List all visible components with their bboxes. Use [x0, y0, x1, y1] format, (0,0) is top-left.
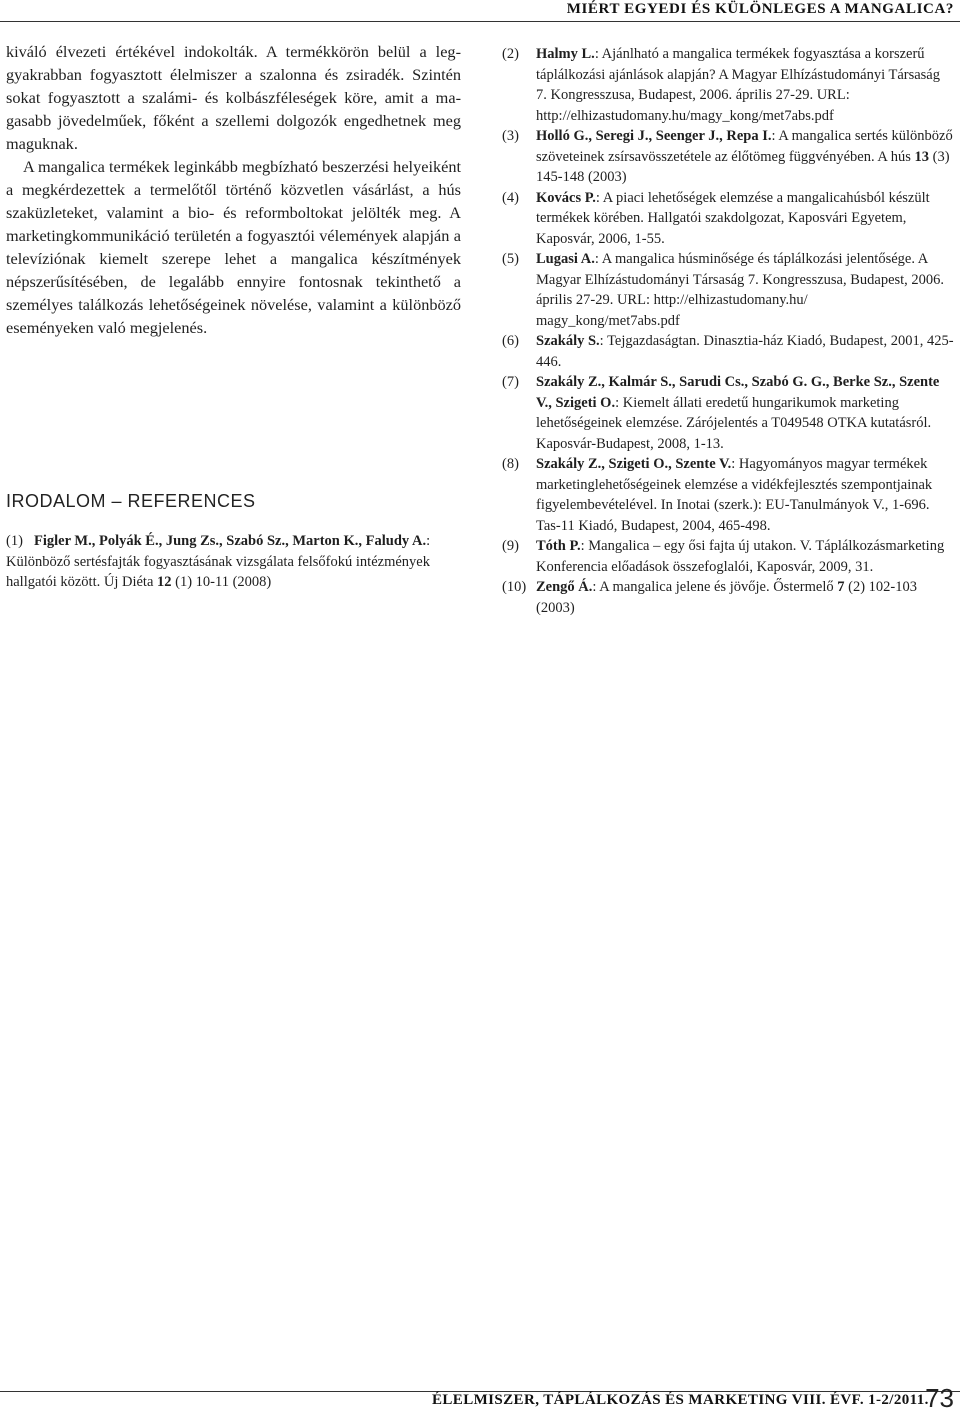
- body-paragraph-1: kiváló élvezeti értékével indokolták. A termékkörön belül a leggyakrabban fogyasztott élelmiszer a szalonna és zsiradék. Szintén sokat fogyasztott a szalámi- és kolbászféleségek köre, amit a magasabb jövedelműek, főként a szellemi dolgozók engedhetnek meg maguknak.: [6, 42, 461, 153]
- reference-text: : Hagyományos magyar termékek marketinglehetőségeinek elemzése a vidékfejlesztés szempontjainak figyelembevételével. In Inotai (szerk.): EU-Tanulmányok V., 1-696. Tas-11 Kiadó, Budapest, 2004, 465-498.: [536, 456, 933, 534]
- reference-number: (3): [502, 128, 519, 144]
- reference-item-7: [502, 372, 954, 454]
- reference-text: : A mangalica jelene és jövője. Őstermelő: [592, 579, 838, 595]
- reference-text: : Ajánlható a mangalica termékek fogyasztása a korszerű táplálkozási ajánlások alapján? A Magyar Elhízástudományi Társaság 7. Kongresszusa, Budapest, 2006. április 27-29. URL: http://elhizastudomany.hu/magy_kong/met7abs.pdf: [536, 46, 940, 124]
- reference-volume: 7: [837, 579, 845, 595]
- reference-number: (7): [502, 374, 519, 390]
- references-list-left: [6, 531, 442, 593]
- reference-number: (5): [502, 251, 519, 267]
- reference-volume: 13: [914, 148, 929, 165]
- reference-authors: Szakály Z., Szigeti O., Szente V.: [536, 456, 732, 472]
- reference-text: : A mangalica sertés különböző szöveteinek zsírsavösszetétele az élőtömeg függvényében. A hús: [536, 128, 953, 165]
- reference-number: (6): [502, 333, 519, 349]
- reference-authors: Lugasi A.: [536, 251, 595, 267]
- running-header: MIÉRT EGYEDI ÉS KÜLÖNLEGES A MANGALICA?: [566, 1, 954, 17]
- references-heading: IRODALOM – REFERENCES: [6, 491, 256, 511]
- reference-authors: Holló G., Seregi J., Seenger J., Repa I.: [536, 128, 772, 144]
- reference-text: : A mangalica húsminősége és táplálkozási jelentősége. A Magyar Elhízástudományi Társaság 7. Kongresszusa, Budapest, 2006. április 27-29. URL: http://elhizastudomany.hu/ magy_kong/met7abs.pdf: [536, 251, 945, 329]
- reference-number: (9): [502, 538, 519, 554]
- reference-authors: Kovács P.: [536, 189, 596, 206]
- reference-number: (8): [502, 456, 519, 472]
- reference-number: (4): [502, 189, 519, 206]
- reference-authors: Szakály S.: [536, 333, 600, 349]
- references-list-right: [502, 44, 954, 618]
- reference-item-3: [502, 126, 954, 188]
- reference-item-1: [6, 531, 442, 593]
- reference-item-6: [502, 331, 954, 372]
- reference-tail: (3) 145-148 (2003): [536, 148, 950, 185]
- body-paragraph-2: A mangalica termékek leginkább megbízható beszerzési helyeiként a megkérdezettek a termelőtől történő közvetlen vásárlást, a hús szaküzleteket, valamint a bio- és reformboltokat jelölték meg. A marketingkommunikáció területén a fogyasztói vélemények alapján a televíziónak kiemelt szerepe lehet a mangalica készítmények népszerűsítésében, de legalább ennyire fontosnak tekinthető a személyes találkozás lehetőségeinek növelése, valamint a különböző eseményeken való megjelenés.: [6, 157, 461, 337]
- reference-authors: Figler M., Polyák É., Jung Zs., Szabó Sz., Marton K., Faludy A.: [34, 533, 427, 549]
- reference-authors: Tóth P.: [536, 538, 581, 554]
- reference-number: (2): [502, 46, 519, 62]
- reference-text: : A piaci lehetőségek elemzése a mangalicahúsból készült termékek körében. Hallgatói szakdolgozat, Kaposvári Egyetem, Kaposvár, 2006, 1-55.: [536, 189, 930, 247]
- reference-item-9: [502, 536, 954, 577]
- header-rule: [0, 21, 960, 22]
- reference-authors: Zengő Á.: [536, 579, 593, 595]
- reference-tail: (2) 102-103 (2003): [536, 579, 917, 616]
- reference-number: (10): [502, 579, 527, 595]
- reference-item-4: [502, 188, 954, 250]
- reference-item-8: [502, 454, 954, 536]
- reference-authors: Halmy L.: [536, 46, 595, 62]
- page-number: 73: [925, 1383, 954, 1413]
- reference-item-5: [502, 249, 954, 331]
- reference-authors: Szakály Z., Kalmár S., Sarudi Cs., Szabó G. G., Berke Sz., Szente V., Szigeti O.: [536, 374, 940, 411]
- reference-text: : Tejgazdaságtan. Dinasztia-ház Kiadó, Budapest, 2001, 425-446.: [536, 333, 954, 370]
- body-text: [6, 40, 461, 339]
- reference-text: : Különböző sertésfajták fogyasztásának vizsgálata felsőfokú intézmények hallgatói között. Új Diéta: [6, 533, 431, 590]
- reference-tail: (1) 10-11 (2008): [171, 574, 272, 590]
- reference-number: (1): [6, 533, 23, 549]
- reference-text: : Kiemelt állati eredetű hungarikumok marketing lehetőségeinek elemzése. Zárójelentés a T049548 OTKA kutatásról. Kaposvár-Budapest, 2008, 1-13.: [536, 394, 932, 452]
- reference-volume: 12: [157, 574, 172, 590]
- journal-footer: ÉLELMISZER, TÁPLÁLKOZÁS ÉS MARKETING VIII. ÉVF. 1-2/2011.: [432, 1392, 929, 1408]
- reference-item-2: [502, 44, 954, 126]
- reference-item-10: [502, 577, 954, 618]
- reference-text: : Mangalica – egy ősi fajta új utakon. V. Táplálkozásmarketing Konferencia előadások összefoglalói, Kaposvár, 2009, 31.: [536, 538, 945, 575]
